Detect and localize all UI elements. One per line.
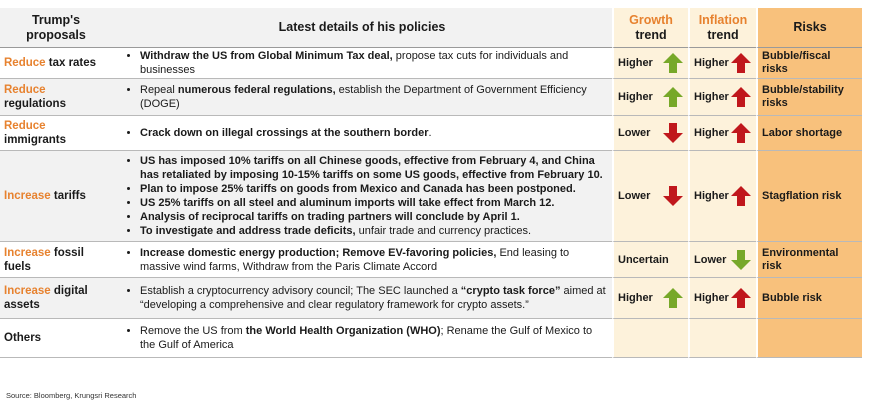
proposal-cell [0,79,112,116]
header-inflation-line2: trend [707,27,739,42]
bullet-bold-text: “crypto task force” [460,285,561,297]
table-row [0,319,862,358]
risk-cell: Environmental risk [756,242,862,278]
bullet-bold-text: Plan to impose 25% tariffs on goods from Mexico and Canada has been postponed. [140,183,576,195]
details-list [116,284,608,312]
arrow-up-icon [730,287,752,309]
header-row [0,8,862,48]
arrow-up-icon [730,52,752,74]
proposal-verb: Reduce [4,57,46,69]
bullet-text: ; Rename the Gulf of Mexico to the Gulf of America [140,325,593,351]
growth-cell [612,278,688,319]
proposal-cell [0,116,112,151]
bullet-bold-text: the World Health Organization (WHO) [245,325,441,337]
growth-cell [612,242,688,278]
table-row [0,151,862,242]
proposal-verb: Increase [4,190,51,202]
arrow-down-icon [730,249,752,271]
growth-cell [612,151,688,242]
details-list [116,246,608,274]
proposal-subject: immigrants [4,134,66,146]
bullet-text: Repeal [140,84,178,96]
inflation-label: Higher [694,190,729,202]
policy-bullet [140,154,608,182]
policy-table [0,8,862,358]
details-list [116,324,608,352]
inflation-label: Higher [694,91,729,103]
policy-bullet [140,49,608,77]
growth-label: Higher [618,292,653,304]
growth-label: Uncertain [618,253,669,266]
details-cell [112,116,612,151]
inflation-cell [688,79,756,116]
policy-bullet [140,324,608,352]
growth-cell [612,116,688,151]
header-risks: Risks [756,8,862,48]
header-growth [612,8,688,48]
inflation-label: Higher [694,57,729,69]
details-cell [112,242,612,278]
growth-label: Higher [618,91,653,103]
table-row [0,278,862,319]
growth-label: Lower [618,127,651,139]
growth-cell [612,79,688,116]
policy-bullet [140,284,608,312]
growth-label: Lower [618,190,651,202]
bullet-text: propose tax cuts for individuals and businesses [140,50,569,76]
header-growth-line2: trend [635,27,667,42]
risk-cell: Labor shortage [756,116,862,151]
risk-cell: Stagflation risk [756,151,862,242]
arrow-up-icon [730,185,752,207]
risk-cell: Bubble risk [756,278,862,319]
proposal-subject: digital assets [4,285,88,311]
growth-label: Higher [618,57,653,69]
header-proposals: Trump's proposals [0,8,112,48]
bullet-text: establish the Department of Government Efficiency (DOGE) [140,84,587,110]
policy-bullet [140,182,608,196]
policy-bullet [140,126,608,140]
proposal-subject: tariffs [53,190,86,202]
bullet-text: aimed at “developing a comprehensive and clear regulatory framework for crypto assets.” [140,285,606,311]
arrow-up-icon [662,287,684,309]
bullet-bold-text: US 25% tariffs on all steel and aluminum imports will take effect from March 12. [140,197,555,209]
details-cell [112,319,612,358]
bullet-bold-text: US has imposed 10% tariffs on all Chinese goods, effective from February 4, and China has retaliated by imposing 10-15% tariffs on some US goods, effective from February 10. [140,155,603,181]
growth-cell [612,48,688,79]
policy-bullet [140,246,608,274]
bullet-text: Remove the US from [140,325,246,337]
inflation-cell [688,319,756,358]
bullet-bold-text: To investigate and address trade deficits, [140,225,356,237]
bullet-text: unfair trade and currency practices. [355,225,532,237]
bullet-bold-text: Increase domestic energy production; Remove EV-favoring policies, [140,246,497,259]
source-note: Source: Bloomberg, Krungsri Research [6,391,137,400]
table-row [0,242,862,278]
proposal-verb: Increase [4,285,51,297]
inflation-cell [688,48,756,79]
arrow-up-icon [730,86,752,108]
proposal-cell [0,151,112,242]
details-list [116,126,608,140]
bullet-bold-text: Crack down on illegal crossings at the southern border [140,127,429,139]
proposal-subject: regulations [4,98,66,110]
arrow-up-icon [662,86,684,108]
inflation-label: Lower [694,253,727,266]
proposal-cell [0,278,112,319]
header-inflation [688,8,756,48]
details-cell [112,278,612,319]
arrow-down-icon [662,185,684,207]
bullet-text: End leasing to massive wind farms, Withdraw from the Paris Climate Accord [140,246,570,273]
inflation-cell [688,278,756,319]
details-cell [112,151,612,242]
policy-bullet [140,196,608,210]
risk-cell: Bubble/fiscal risks [756,48,862,79]
bullet-bold-text: numerous federal regulations, [177,84,336,96]
proposal-subject: fossil fuels [4,246,84,273]
bullet-bold-text: Withdraw the US from Global Minimum Tax deal, [140,50,393,62]
details-list [116,49,608,77]
arrow-down-icon [662,122,684,144]
inflation-cell [688,116,756,151]
bullet-bold-text: Analysis of reciprocal tariffs on trading partners will conclude by April 1. [140,211,520,223]
risk-cell [756,319,862,358]
proposal-subject: tax rates [48,57,97,69]
growth-cell [612,319,688,358]
bullet-text: . [428,127,432,139]
policy-bullet [140,224,608,238]
header-details: Latest details of his policies [112,8,612,48]
proposal-verb: Increase [4,246,51,259]
inflation-cell [688,242,756,278]
inflation-cell [688,151,756,242]
proposal-cell [0,48,112,79]
details-list [116,154,608,238]
proposal-verb: Reduce [4,120,46,132]
risk-cell: Bubble/stability risks [756,79,862,116]
bullet-text: Establish a cryptocurrency advisory council; The SEC launched a [140,285,461,297]
table-row [0,116,862,151]
header-inflation-line1: Inflation [698,12,748,27]
inflation-label: Higher [694,292,729,304]
policy-bullet [140,83,608,111]
details-cell [112,79,612,116]
proposal-verb: Reduce [4,84,46,96]
details-list [116,83,608,111]
proposal-cell [0,319,112,358]
table-row [0,48,862,79]
proposal-subject: Others [4,332,42,344]
table-row [0,79,862,116]
arrow-up-icon [662,52,684,74]
header-growth-line1: Growth [629,12,673,27]
policy-bullet [140,210,608,224]
inflation-label: Higher [694,127,729,139]
proposal-cell [0,242,112,278]
arrow-up-icon [730,122,752,144]
details-cell [112,48,612,79]
